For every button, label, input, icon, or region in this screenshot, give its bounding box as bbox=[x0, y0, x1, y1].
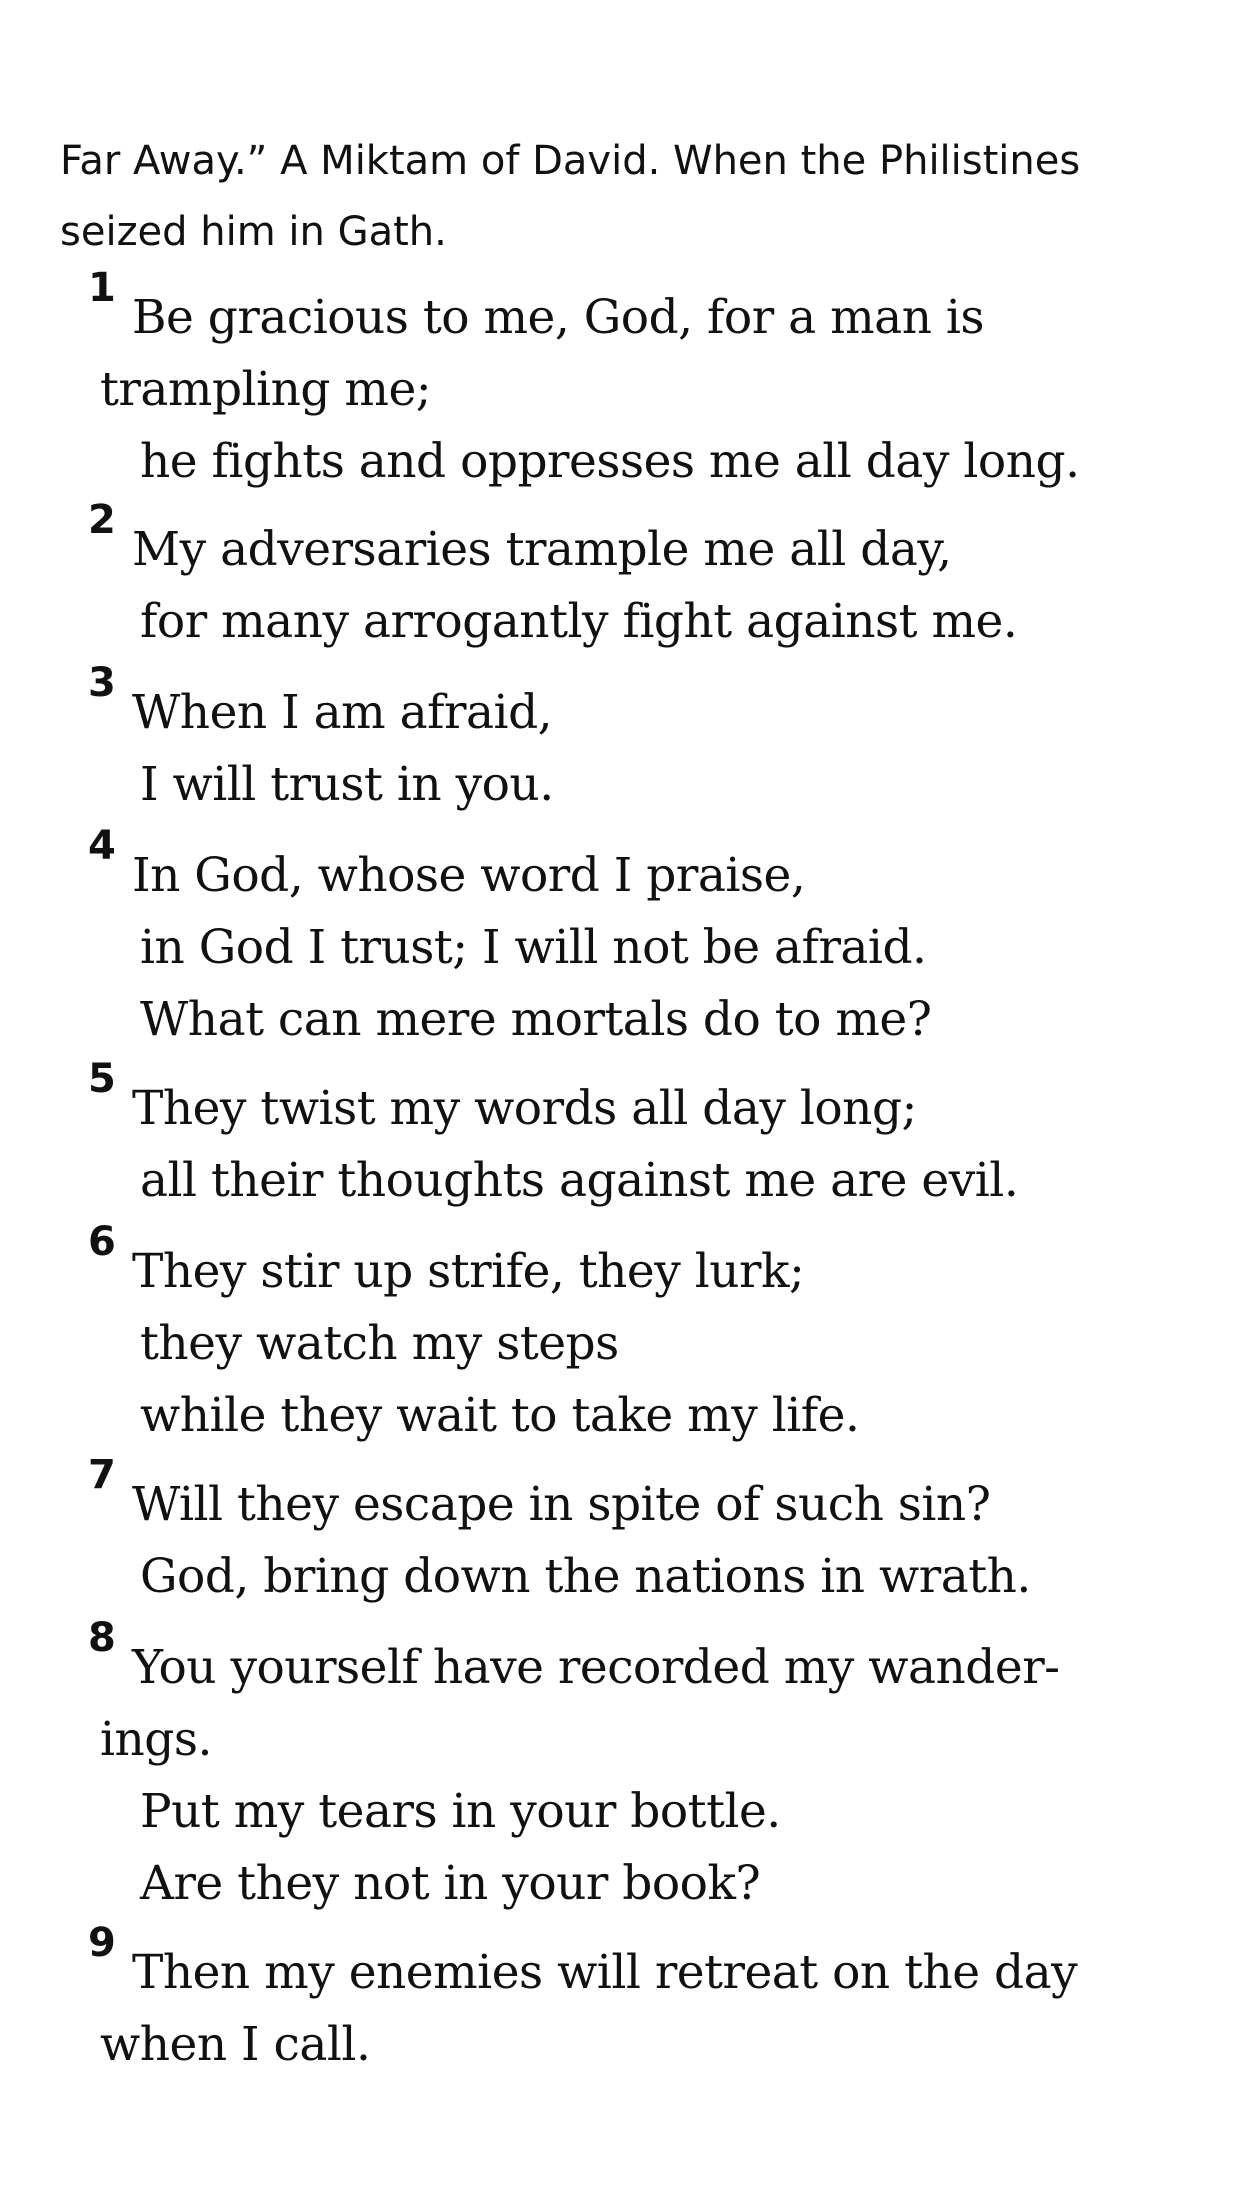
verse-number: 9 bbox=[88, 1920, 116, 1966]
verse-number: 8 bbox=[88, 1615, 116, 1661]
verse-line: in God I trust; I will not be afraid. bbox=[140, 920, 927, 975]
verse-line: Then my enemies will retreat on the day bbox=[132, 1945, 1078, 2000]
verse-line: Will they escape in spite of such sin? bbox=[132, 1477, 991, 1532]
verse-line: he fights and oppresses me all day long. bbox=[140, 434, 1080, 489]
verse-number: 3 bbox=[88, 660, 116, 706]
superscription-line: Far Away.” A Miktam of David. When the Philistines bbox=[60, 138, 1081, 184]
verse-line: God, bring down the nations in wrath. bbox=[140, 1549, 1031, 1604]
verse-line: They twist my words all day long; bbox=[132, 1081, 917, 1136]
verse-line: They stir up strife, they lurk; bbox=[132, 1244, 805, 1299]
verse-line: Are they not in your book? bbox=[140, 1856, 761, 1911]
superscription-line: seized him in Gath. bbox=[60, 209, 447, 255]
verse-line: for many arrogantly fight against me. bbox=[140, 594, 1018, 649]
verse-line: In God, whose word I praise, bbox=[132, 848, 806, 903]
verse-line: ings. bbox=[100, 1712, 212, 1767]
verse-number: 6 bbox=[88, 1219, 116, 1265]
verse-line: You yourself have recorded my wander- bbox=[132, 1640, 1060, 1695]
verse-number: 2 bbox=[88, 497, 116, 543]
verse-line: when I call. bbox=[100, 2017, 371, 2072]
verse-line: I will trust in you. bbox=[140, 757, 554, 812]
verse-line: they watch my steps bbox=[140, 1316, 619, 1371]
verse-number: 5 bbox=[88, 1056, 116, 1102]
verse-line: trampling me; bbox=[100, 362, 432, 417]
verse-line: while they wait to take my life. bbox=[140, 1388, 860, 1443]
verse-number: 4 bbox=[88, 823, 116, 869]
verse-line: What can mere mortals do to me? bbox=[140, 992, 932, 1047]
verse-line: Be gracious to me, God, for a man is bbox=[132, 290, 985, 345]
verse-number: 1 bbox=[88, 265, 116, 311]
verse-line: Put my tears in your bottle. bbox=[140, 1784, 781, 1839]
verse-line: all their thoughts against me are evil. bbox=[140, 1153, 1019, 1208]
verse-line: When I am afraid, bbox=[132, 685, 553, 740]
verse-number: 7 bbox=[88, 1452, 116, 1498]
verse-line: My adversaries trample me all day, bbox=[132, 522, 952, 577]
